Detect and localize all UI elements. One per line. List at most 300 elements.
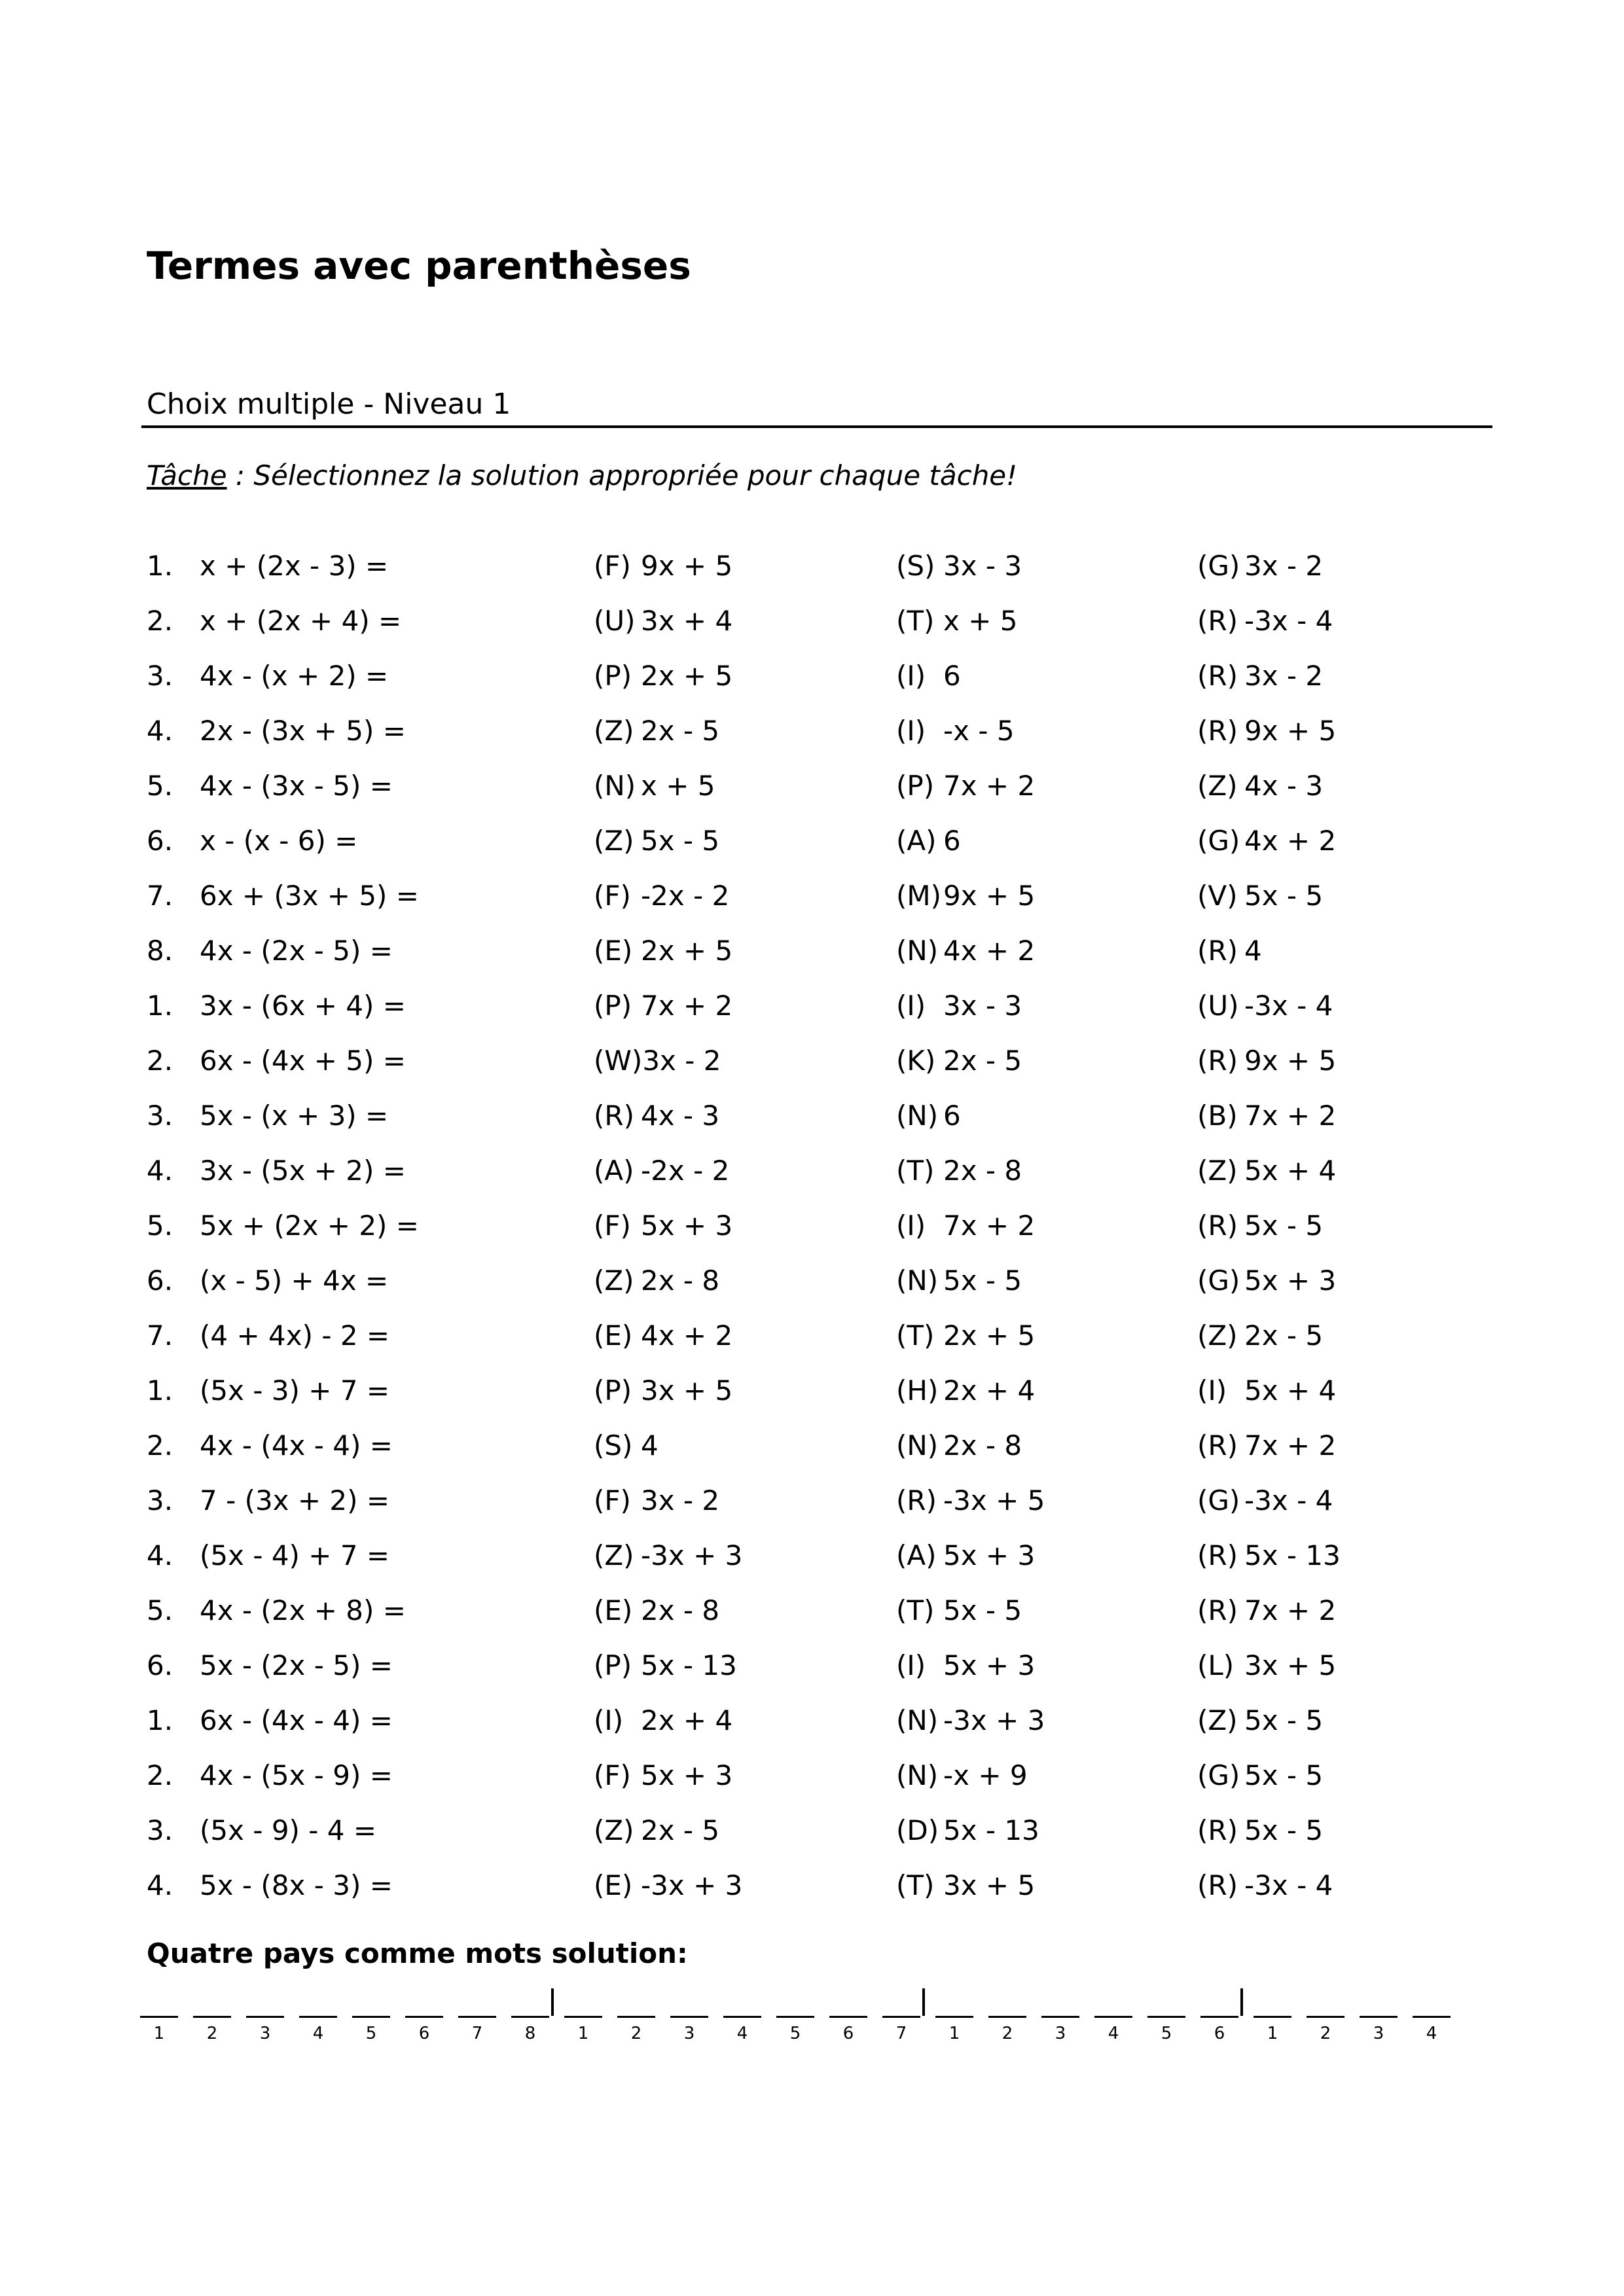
letter-blank[interactable] [246, 1977, 284, 2043]
answer-option[interactable] [594, 1814, 836, 1846]
option-letter: (R) [1197, 1429, 1238, 1462]
option-letter: (R) [896, 1484, 937, 1516]
blank-index: 1 [1267, 2024, 1278, 2043]
option-value: 4 [1244, 935, 1262, 967]
exercise-number: 2. [147, 1429, 173, 1462]
option-letter: (W) [594, 1045, 643, 1077]
answer-option[interactable] [594, 715, 836, 747]
blank-line [670, 2016, 708, 2018]
answer-option[interactable] [594, 935, 836, 967]
letter-blank[interactable] [1147, 1977, 1185, 2043]
option-value: -x - 5 [943, 715, 1015, 747]
option-letter: (E) [594, 1319, 633, 1352]
answer-option[interactable] [594, 550, 836, 582]
answer-option[interactable] [594, 1704, 836, 1736]
blank-line [1200, 2016, 1238, 2018]
option-value: 5x - 5 [943, 1594, 1022, 1626]
word-separator [551, 1988, 554, 2016]
option-value: -3x - 4 [1244, 605, 1333, 637]
task-label: Tâche [147, 459, 227, 492]
exercise-expression: (5x - 3) + 7 = [200, 1374, 390, 1407]
exercise-row [147, 770, 1495, 825]
answer-option[interactable] [594, 1649, 836, 1681]
answer-option[interactable] [594, 660, 836, 692]
option-value: 3x - 2 [642, 1045, 721, 1077]
blank-line [1094, 2016, 1132, 2018]
exercise-number: 6. [147, 1265, 173, 1297]
letter-blank[interactable] [352, 1977, 390, 2043]
answer-option[interactable] [594, 1155, 836, 1187]
option-value: 9x + 5 [1244, 1045, 1337, 1077]
exercise-number: 1. [147, 1374, 173, 1407]
option-value: 7x + 2 [943, 770, 1036, 802]
option-value: 3x - 2 [1244, 660, 1324, 692]
blank-index: 6 [842, 2024, 854, 2043]
answer-option[interactable] [1197, 1869, 1459, 1901]
blank-line [458, 2016, 496, 2018]
answer-option[interactable] [1197, 1210, 1459, 1242]
answer-option[interactable] [594, 1759, 836, 1791]
option-value: 6 [943, 660, 961, 692]
answer-option[interactable] [594, 1319, 836, 1352]
exercise-row [147, 1649, 1495, 1704]
exercise-row [147, 1045, 1495, 1100]
answer-option[interactable] [594, 605, 836, 637]
answer-option[interactable] [896, 715, 1132, 747]
option-value: 2x - 5 [943, 1045, 1022, 1077]
letter-blank[interactable] [1041, 1977, 1079, 2043]
exercise-expression: 2x - (3x + 5) = [200, 715, 406, 747]
option-letter: (R) [1197, 935, 1238, 967]
answer-option[interactable] [594, 1869, 836, 1901]
option-letter: (Z) [1197, 1319, 1238, 1352]
exercise-expression: 4x - (5x - 9) = [200, 1759, 393, 1791]
option-letter: (F) [594, 1210, 631, 1242]
option-letter: (G) [1197, 1759, 1240, 1791]
blank-index: 4 [1108, 2024, 1119, 2043]
answer-option[interactable] [896, 880, 1132, 912]
exercise-expression: 6x - (4x - 4) = [200, 1704, 393, 1736]
blank-line [882, 2016, 920, 2018]
option-value: 4x + 2 [641, 1319, 733, 1352]
answer-option[interactable] [1197, 770, 1459, 802]
task-text: : Sélectionnez la solution appropriée pour chaque tâche! [226, 459, 1017, 492]
blank-index: 4 [312, 2024, 324, 2043]
answer-option[interactable] [594, 1429, 836, 1462]
blank-index: 6 [418, 2024, 430, 2043]
blank-line [776, 2016, 814, 2018]
option-value: 4x - 3 [641, 1100, 720, 1132]
option-value: 9x + 5 [1244, 715, 1337, 747]
blank-line [1254, 2016, 1291, 2018]
answer-option[interactable] [1197, 1155, 1459, 1187]
exercise-list [147, 550, 1495, 1924]
answer-option[interactable] [1197, 1649, 1459, 1681]
option-value: 3x - 2 [1244, 550, 1324, 582]
answer-option[interactable] [896, 1594, 1132, 1626]
blank-line [246, 2016, 284, 2018]
letter-blank[interactable] [829, 1977, 867, 2043]
answer-option[interactable] [1197, 880, 1459, 912]
option-letter: (N) [896, 1429, 939, 1462]
option-value: 5x - 5 [1244, 880, 1324, 912]
exercise-row [147, 1265, 1495, 1319]
option-letter: (N) [896, 1100, 939, 1132]
letter-blank[interactable] [299, 1977, 337, 2043]
option-value: 2x + 4 [641, 1704, 733, 1736]
answer-option[interactable] [1197, 990, 1459, 1022]
answer-option[interactable] [896, 1814, 1132, 1846]
answer-option[interactable] [594, 825, 836, 857]
option-letter: (A) [594, 1155, 634, 1187]
exercise-row [147, 1429, 1495, 1484]
exercise-number: 3. [147, 660, 173, 692]
exercise-number: 6. [147, 1649, 173, 1681]
letter-blank[interactable] [617, 1977, 655, 2043]
answer-option[interactable] [1197, 550, 1459, 582]
answer-option[interactable] [1197, 605, 1459, 637]
option-letter: (R) [1197, 1869, 1238, 1901]
exercise-row [147, 715, 1495, 770]
answer-option[interactable] [594, 880, 836, 912]
blank-index: 3 [1055, 2024, 1066, 2043]
blank-line [1041, 2016, 1079, 2018]
answer-option[interactable] [594, 1045, 836, 1077]
answer-option[interactable] [1197, 1594, 1459, 1626]
blank-line [723, 2016, 761, 2018]
option-letter: (F) [594, 1484, 631, 1516]
blank-index: 3 [259, 2024, 271, 2043]
answer-option[interactable] [594, 1100, 836, 1132]
exercise-expression: (4 + 4x) - 2 = [200, 1319, 390, 1352]
exercise-number: 7. [147, 880, 173, 912]
exercise-number: 1. [147, 550, 173, 582]
exercise-row [147, 1869, 1495, 1924]
answer-option[interactable] [1197, 825, 1459, 857]
option-value: 3x - 2 [641, 1484, 720, 1516]
answer-option[interactable] [896, 605, 1132, 637]
option-value: -2x - 2 [641, 1155, 730, 1187]
answer-option[interactable] [896, 550, 1132, 582]
option-letter: (R) [594, 1100, 634, 1132]
exercise-row [147, 660, 1495, 715]
answer-option[interactable] [1197, 1539, 1459, 1571]
answer-option[interactable] [1197, 1484, 1459, 1516]
exercise-expression: 3x - (5x + 2) = [200, 1155, 406, 1187]
exercise-number: 2. [147, 1759, 173, 1791]
option-letter: (P) [594, 990, 632, 1022]
letter-blank[interactable] [511, 1977, 549, 2043]
answer-option[interactable] [896, 1649, 1132, 1681]
letter-blank[interactable] [882, 1977, 920, 2043]
option-letter: (Z) [1197, 1155, 1238, 1187]
blank-index: 1 [153, 2024, 165, 2043]
exercise-number: 3. [147, 1484, 173, 1516]
exercise-expression: 5x - (8x - 3) = [200, 1869, 393, 1901]
section-subtitle: Choix multiple - Niveau 1 [147, 387, 511, 421]
option-value: 4x + 2 [943, 935, 1036, 967]
option-letter: (R) [1197, 1594, 1238, 1626]
option-letter: (S) [896, 550, 935, 582]
option-value: 2x + 4 [943, 1374, 1036, 1407]
exercise-number: 1. [147, 990, 173, 1022]
answer-option[interactable] [896, 660, 1132, 692]
option-letter: (N) [896, 1704, 939, 1736]
exercise-number: 5. [147, 1210, 173, 1242]
option-letter: (K) [896, 1045, 936, 1077]
answer-option[interactable] [896, 770, 1132, 802]
option-letter: (T) [896, 1869, 935, 1901]
answer-option[interactable] [1197, 1759, 1459, 1791]
option-letter: (P) [594, 1374, 632, 1407]
option-value: -3x - 4 [1244, 1484, 1333, 1516]
answer-option[interactable] [896, 825, 1132, 857]
answer-option[interactable] [896, 1869, 1132, 1901]
blank-index: 1 [948, 2024, 960, 2043]
exercise-expression: 3x - (6x + 4) = [200, 990, 406, 1022]
option-letter: (T) [896, 605, 935, 637]
option-value: 4x - 3 [1244, 770, 1324, 802]
answer-option[interactable] [896, 1539, 1132, 1571]
option-value: 2x + 5 [641, 660, 733, 692]
option-letter: (R) [1197, 660, 1238, 692]
blank-index: 6 [1214, 2024, 1225, 2043]
letter-blank[interactable] [405, 1977, 443, 2043]
option-value: 2x - 5 [641, 1814, 720, 1846]
option-letter: (D) [896, 1814, 939, 1846]
answer-option[interactable] [594, 1594, 836, 1626]
letter-blank[interactable] [1200, 1977, 1238, 2043]
answer-option[interactable] [1197, 1100, 1459, 1132]
answer-option[interactable] [896, 935, 1132, 967]
blank-index: 5 [365, 2024, 377, 2043]
letter-blank[interactable] [935, 1977, 973, 2043]
answer-option[interactable] [594, 1265, 836, 1297]
option-letter: (E) [594, 1869, 633, 1901]
option-value: -3x + 3 [641, 1869, 743, 1901]
option-letter: (I) [896, 1210, 926, 1242]
exercise-expression: (5x - 9) - 4 = [200, 1814, 377, 1846]
letter-blank[interactable] [1254, 1977, 1291, 2043]
answer-option[interactable] [896, 1210, 1132, 1242]
answer-option[interactable] [896, 990, 1132, 1022]
blank-line [405, 2016, 443, 2018]
word-separator [922, 1988, 925, 2016]
option-value: -3x + 3 [641, 1539, 743, 1571]
option-letter: (R) [1197, 1210, 1238, 1242]
option-letter: (I) [896, 660, 926, 692]
option-value: 6 [943, 825, 961, 857]
blank-index: 4 [736, 2024, 748, 2043]
option-value: 2x - 8 [641, 1265, 720, 1297]
blank-index: 3 [683, 2024, 695, 2043]
exercise-number: 5. [147, 1594, 173, 1626]
exercise-expression: 6x - (4x + 5) = [200, 1045, 406, 1077]
option-letter: (G) [1197, 825, 1240, 857]
exercise-row [147, 1155, 1495, 1210]
blank-index: 5 [789, 2024, 801, 2043]
option-value: -x + 9 [943, 1759, 1028, 1791]
option-letter: (N) [896, 935, 939, 967]
option-letter: (I) [1197, 1374, 1227, 1407]
exercise-row [147, 1319, 1495, 1374]
option-value: 2x + 5 [641, 935, 733, 967]
blank-line [1147, 2016, 1185, 2018]
option-value: 3x - 3 [943, 550, 1022, 582]
option-value: 7x + 2 [943, 1210, 1036, 1242]
answer-option[interactable] [1197, 1265, 1459, 1297]
blank-line [140, 2016, 178, 2018]
letter-blank[interactable] [723, 1977, 761, 2043]
exercise-expression: 5x - (x + 3) = [200, 1100, 389, 1132]
exercise-row [147, 605, 1495, 660]
answer-option[interactable] [594, 1484, 836, 1516]
exercise-row [147, 1100, 1495, 1155]
option-value: -3x + 5 [943, 1484, 1045, 1516]
answer-option[interactable] [896, 1374, 1132, 1407]
letter-blank[interactable] [1307, 1977, 1344, 2043]
option-value: -2x - 2 [641, 880, 730, 912]
option-value: x + 5 [641, 770, 715, 802]
option-letter: (I) [896, 990, 926, 1022]
option-letter: (E) [594, 1594, 633, 1626]
option-value: 4 [641, 1429, 659, 1462]
answer-option[interactable] [896, 1759, 1132, 1791]
answer-option[interactable] [896, 1100, 1132, 1132]
blank-line [935, 2016, 973, 2018]
blank-index: 1 [577, 2024, 589, 2043]
blank-line [617, 2016, 655, 2018]
option-value: 3x + 4 [641, 605, 733, 637]
exercise-expression: 4x - (x + 2) = [200, 660, 389, 692]
answer-option[interactable] [1197, 715, 1459, 747]
option-letter: (I) [896, 1649, 926, 1681]
answer-option[interactable] [1197, 1374, 1459, 1407]
option-letter: (R) [1197, 1814, 1238, 1846]
letter-blank[interactable] [564, 1977, 602, 2043]
exercise-number: 4. [147, 1155, 173, 1187]
answer-option[interactable] [594, 990, 836, 1022]
blank-line [352, 2016, 390, 2018]
option-value: 5x + 3 [943, 1649, 1036, 1681]
exercise-row [147, 1374, 1495, 1429]
answer-option[interactable] [594, 1374, 836, 1407]
answer-option[interactable] [896, 1045, 1132, 1077]
option-letter: (Z) [594, 825, 634, 857]
answer-option[interactable] [1197, 1704, 1459, 1736]
option-value: 5x - 5 [943, 1265, 1022, 1297]
option-value: 2x - 8 [641, 1594, 720, 1626]
answer-option[interactable] [896, 1155, 1132, 1187]
blank-line [193, 2016, 231, 2018]
option-value: 9x + 5 [943, 880, 1036, 912]
option-value: 2x - 8 [943, 1155, 1022, 1187]
exercise-row [147, 1210, 1495, 1265]
option-letter: (Z) [594, 715, 634, 747]
exercise-expression: 5x + (2x + 2) = [200, 1210, 419, 1242]
option-value: 2x - 8 [943, 1429, 1022, 1462]
letter-blank[interactable] [988, 1977, 1026, 2043]
option-letter: (Z) [594, 1814, 634, 1846]
letter-blank[interactable] [1413, 1977, 1451, 2043]
option-value: 9x + 5 [641, 550, 733, 582]
letter-blank[interactable] [1094, 1977, 1132, 2043]
blank-line [299, 2016, 337, 2018]
answer-option[interactable] [896, 1704, 1132, 1736]
exercise-expression: 4x - (4x - 4) = [200, 1429, 393, 1462]
option-letter: (N) [594, 770, 636, 802]
option-letter: (R) [1197, 715, 1238, 747]
option-value: 7x + 2 [1244, 1594, 1337, 1626]
letter-blank[interactable] [458, 1977, 496, 2043]
option-value: 3x + 5 [1244, 1649, 1337, 1681]
exercise-expression: 4x - (2x + 8) = [200, 1594, 406, 1626]
exercise-number: 7. [147, 1319, 173, 1352]
answer-option[interactable] [1197, 1429, 1459, 1462]
option-letter: (A) [896, 1539, 937, 1571]
letter-blank[interactable] [1360, 1977, 1398, 2043]
option-letter: (G) [1197, 1484, 1240, 1516]
option-letter: (R) [1197, 1539, 1238, 1571]
answer-option[interactable] [1197, 1319, 1459, 1352]
option-value: 5x - 5 [641, 825, 720, 857]
blank-index: 8 [524, 2024, 536, 2043]
option-letter: (U) [1197, 990, 1239, 1022]
option-letter: (G) [1197, 1265, 1240, 1297]
answer-option[interactable] [594, 1210, 836, 1242]
answer-option[interactable] [896, 1319, 1132, 1352]
answer-option[interactable] [1197, 1045, 1459, 1077]
letter-blank[interactable] [670, 1977, 708, 2043]
option-value: -3x - 4 [1244, 1869, 1333, 1901]
option-letter: (G) [1197, 550, 1240, 582]
option-value: 3x + 5 [641, 1374, 733, 1407]
option-letter: (F) [594, 1759, 631, 1791]
option-letter: (L) [1197, 1649, 1235, 1681]
letter-blank[interactable] [140, 1977, 178, 2043]
page-title: Termes avec parenthèses [147, 243, 691, 288]
exercise-expression: (5x - 4) + 7 = [200, 1539, 390, 1571]
option-value: 5x - 5 [1244, 1814, 1324, 1846]
answer-option[interactable] [896, 1484, 1132, 1516]
letter-blank[interactable] [193, 1977, 231, 2043]
exercise-row [147, 935, 1495, 990]
exercise-expression: 4x - (2x - 5) = [200, 935, 393, 967]
letter-blank[interactable] [776, 1977, 814, 2043]
option-letter: (T) [896, 1594, 935, 1626]
option-letter: (M) [896, 880, 942, 912]
answer-option[interactable] [1197, 1814, 1459, 1846]
answer-option[interactable] [896, 1429, 1132, 1462]
exercise-number: 1. [147, 1704, 173, 1736]
answer-option[interactable] [594, 770, 836, 802]
exercise-expression: x - (x - 6) = [200, 825, 358, 857]
option-value: 5x - 5 [1244, 1759, 1324, 1791]
answer-option[interactable] [896, 1265, 1132, 1297]
option-value: 5x + 3 [641, 1759, 733, 1791]
answer-option[interactable] [1197, 935, 1459, 967]
answer-option[interactable] [1197, 660, 1459, 692]
task-instruction [147, 459, 1017, 492]
exercise-number: 3. [147, 1814, 173, 1846]
exercise-number: 8. [147, 935, 173, 967]
word-separator [1240, 1988, 1243, 2016]
exercise-row [147, 550, 1495, 605]
answer-option[interactable] [594, 1539, 836, 1571]
option-value: 5x - 13 [943, 1814, 1039, 1846]
option-letter: (B) [1197, 1100, 1238, 1132]
option-letter: (V) [1197, 880, 1238, 912]
